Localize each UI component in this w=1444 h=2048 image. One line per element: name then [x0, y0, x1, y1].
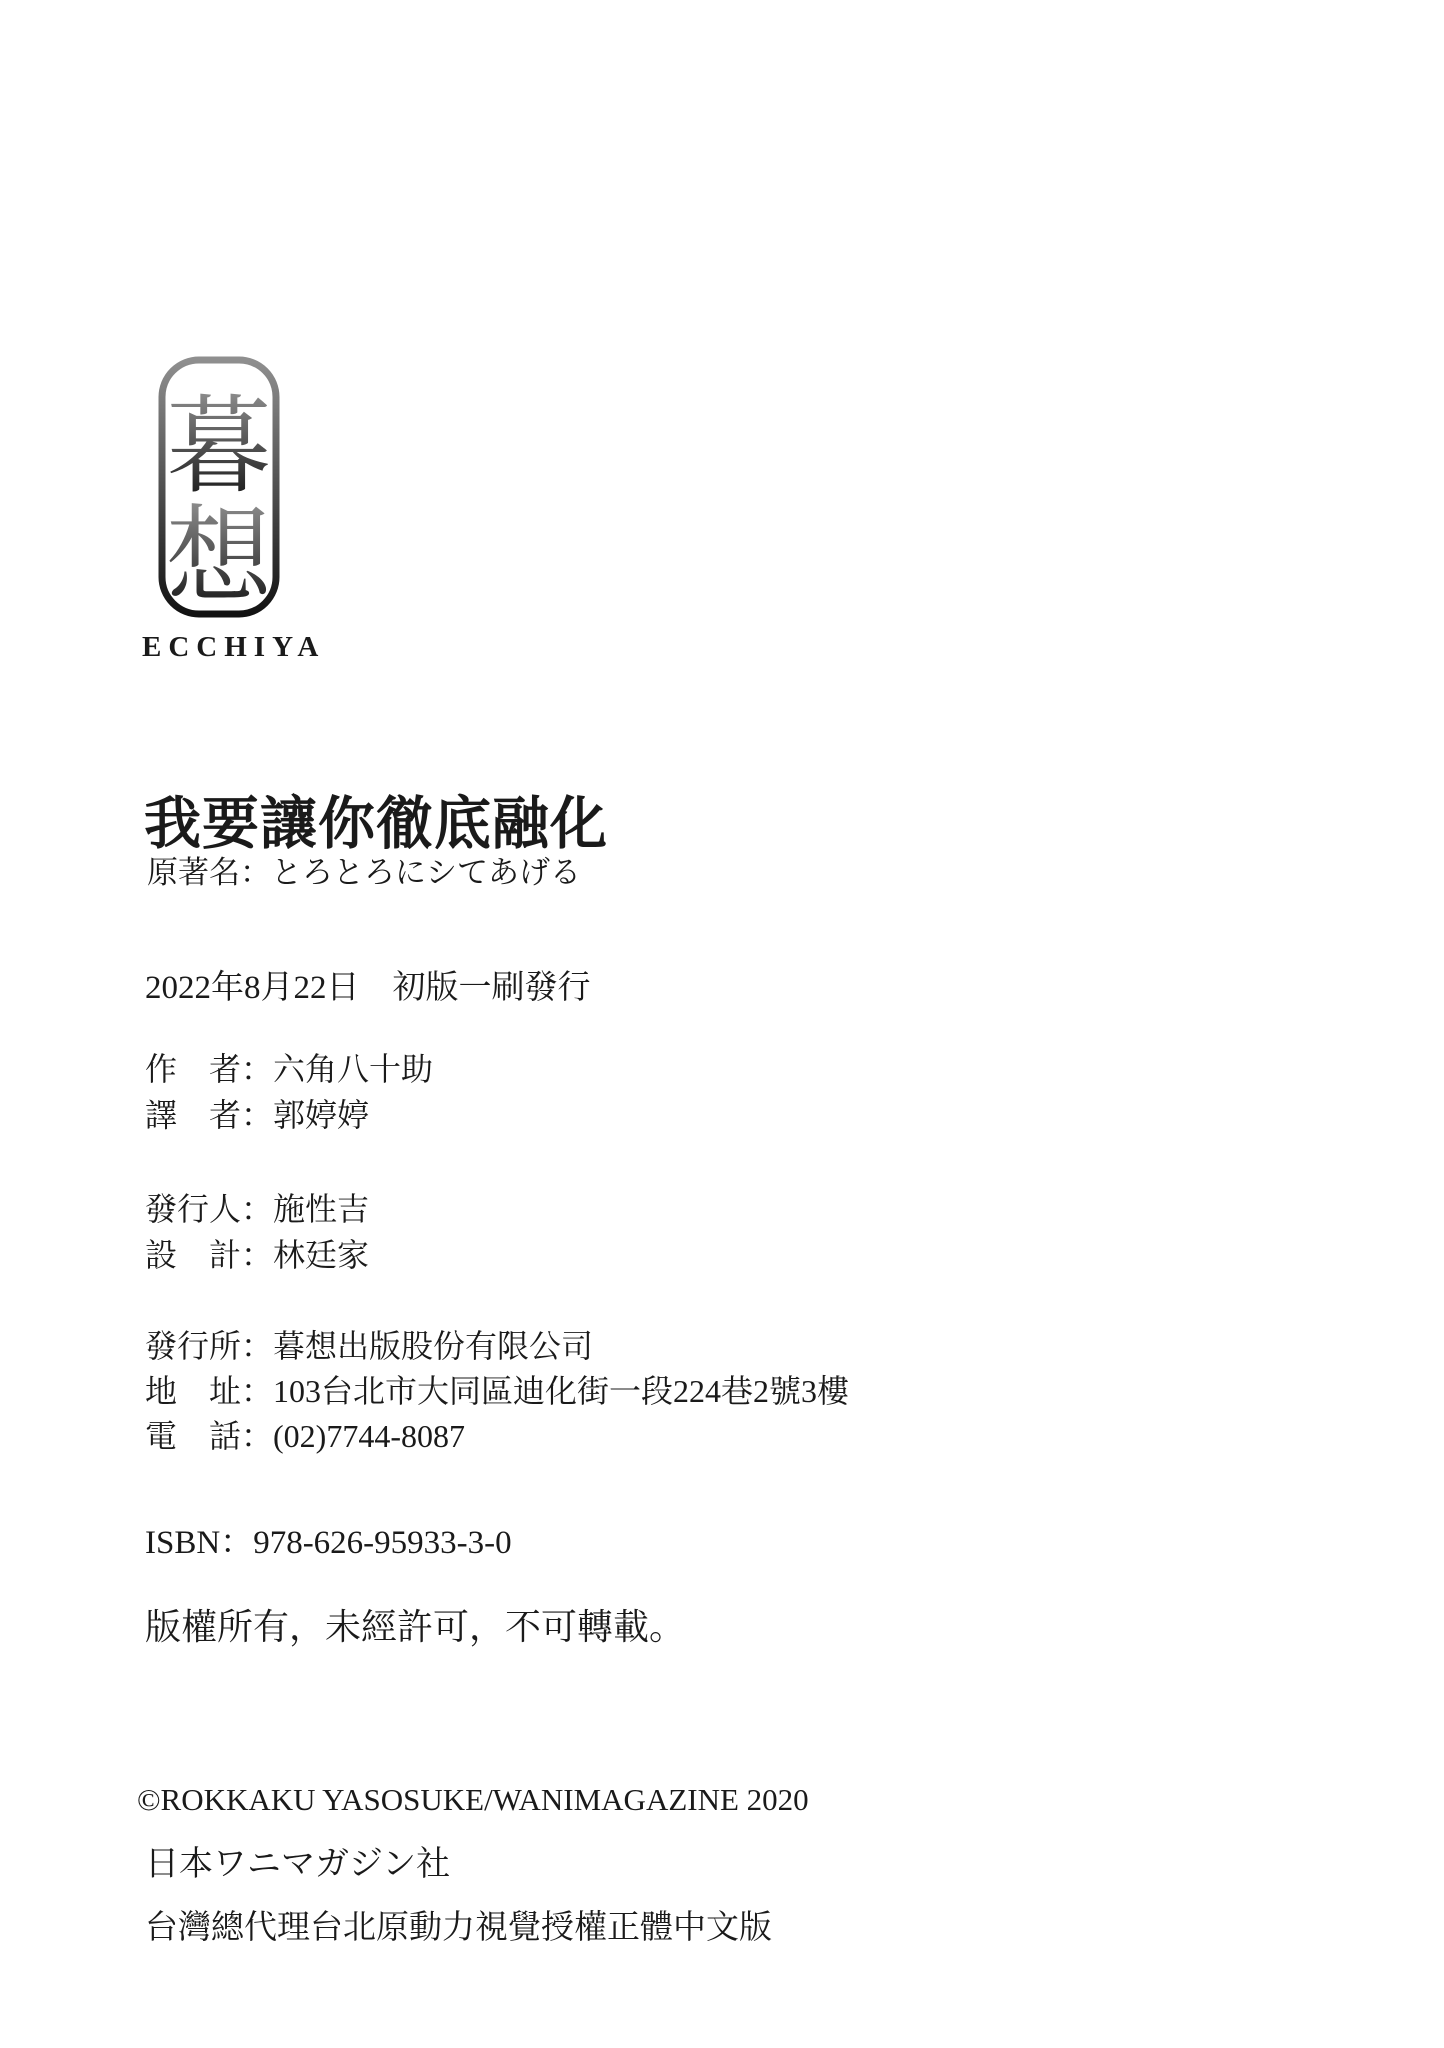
logo-wordmark: ECCHIYA — [142, 631, 326, 663]
publisher-logo — [142, 356, 348, 664]
translator-value: 郭婷婷 — [273, 1097, 370, 1133]
book-title: 我要讓你徹底融化 — [144, 793, 608, 856]
edition-date: 2022年8月22日 初版一刷發行 — [145, 970, 591, 1006]
designer-row — [145, 1232, 369, 1278]
author-value: 六角八十助 — [273, 1051, 434, 1087]
footer-license: 台灣總代理台北原動力視覺授權正體中文版 — [145, 1910, 772, 1946]
publisher-label: 發行所： — [145, 1328, 274, 1364]
address-row — [145, 1369, 849, 1414]
seal-char-top: 暮 — [166, 389, 272, 506]
issuer-label: 發行人： — [145, 1191, 274, 1227]
phone-row — [145, 1414, 849, 1459]
address-value: 103台北市大同區迪化街一段224巷2號3樓 — [273, 1373, 850, 1409]
staff-group — [145, 1186, 369, 1278]
credits-group — [145, 1046, 433, 1138]
original-title: 原著名：とろとろにシてあげる — [147, 855, 581, 890]
designer-value: 林廷家 — [273, 1237, 370, 1273]
footer-copyright: ©ROKKAKU YASOSUKE/WANIMAGAZINE 2020 — [137, 1782, 809, 1817]
author-label: 作 者： — [145, 1051, 274, 1087]
publisher-value: 暮想出版股份有限公司 — [273, 1328, 594, 1364]
isbn-line — [145, 1516, 512, 1563]
issuer-row — [145, 1186, 369, 1232]
author-row — [145, 1046, 433, 1092]
issuer-value: 施性吉 — [273, 1191, 370, 1227]
isbn-value: 978-626-95933-3-0 — [253, 1525, 512, 1561]
isbn-label: ISBN： — [145, 1525, 254, 1561]
translator-label: 譯 者： — [145, 1097, 274, 1133]
seal-char-bottom: 想 — [166, 499, 272, 616]
phone-value: (02)7744-8087 — [273, 1418, 465, 1454]
rights-notice: 版權所有，未經許可，不可轉載。 — [145, 1607, 686, 1647]
translator-row — [145, 1092, 433, 1138]
address-label: 地 址： — [145, 1373, 274, 1409]
phone-label: 電 話： — [145, 1418, 274, 1454]
ecchiya-seal-icon — [158, 356, 280, 618]
publisher-row — [145, 1324, 849, 1369]
designer-label: 設 計： — [145, 1237, 274, 1273]
footer-publisher-jp: 日本ワニマガジン社 — [145, 1846, 451, 1883]
publisher-group — [145, 1324, 849, 1459]
